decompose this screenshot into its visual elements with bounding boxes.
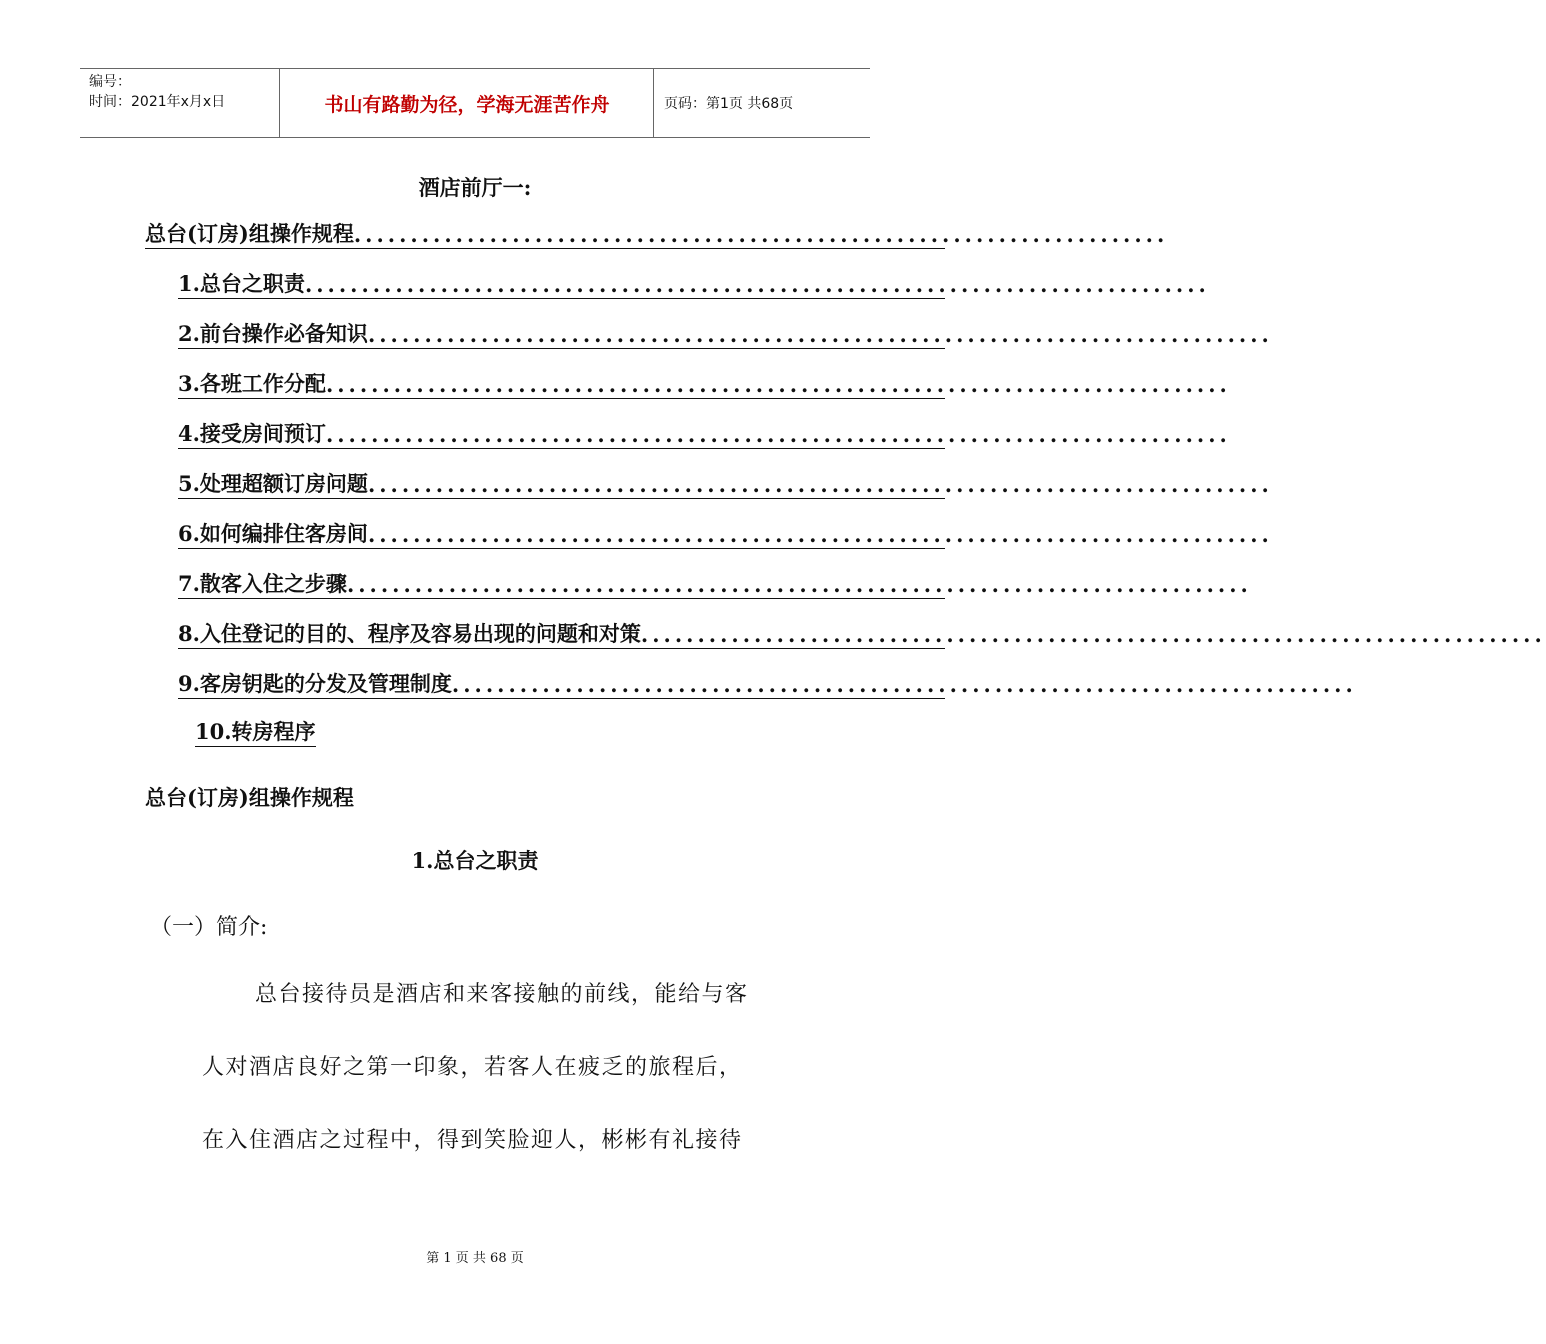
paragraph-line: 在入住酒店之过程中，得到笑脸迎人，彬彬有礼接待 (202, 1128, 743, 1153)
toc-leader-dots: ................................................................................ (304, 272, 1210, 297)
toc-entry-label: 总台(订房)组操作规程 (145, 221, 354, 246)
toc-entry[interactable] (178, 268, 1210, 299)
document-title: 酒店前厅一: (418, 175, 532, 200)
toc-entry-label: 9.客房钥匙的分发及管理制度 (178, 671, 452, 696)
toc-entry[interactable] (178, 418, 1231, 449)
toc-leader-dots: ................................................................................ (367, 322, 1273, 347)
page-footer: 第 1 页 共 68 页 (426, 1251, 524, 1266)
toc-lead-entry[interactable] (145, 218, 1169, 249)
toc-leader-dots: ................................................................................ (367, 522, 1273, 547)
toc-leader-dots: ................................................................................ (451, 672, 1357, 697)
header-meta (80, 69, 280, 137)
toc-entry[interactable] (178, 468, 1273, 499)
paragraph-line: 总台接待员是酒店和来客接触的前线，能给与客 (255, 982, 749, 1007)
toc-entry[interactable] (178, 368, 1231, 399)
header-table (80, 68, 870, 138)
toc-entry-label: 1.总台之职责 (178, 271, 305, 296)
paragraph-line: 人对酒店良好之第一印象，若客人在疲乏的旅程后， (202, 1055, 743, 1080)
toc-leader-dots: ................................................................................ (640, 622, 1546, 647)
toc-leader-dots: ................................................................................ (346, 572, 1252, 597)
toc-entry[interactable] (178, 318, 1273, 349)
toc-entry[interactable] (178, 568, 1252, 599)
toc-leader-dots: ........................................................................ (353, 222, 1169, 247)
header-page-info: 页码：第1页 共68页 (664, 96, 794, 112)
toc-leader-dots: ................................................................................ (367, 472, 1273, 497)
toc-entry[interactable] (178, 618, 1546, 649)
toc-entry[interactable] (178, 668, 1357, 699)
toc-leader-dots: ................................................................................ (325, 372, 1231, 397)
toc-entry-10[interactable]: 10.转房程序 (195, 718, 316, 747)
toc-entry-label: 3.各班工作分配 (178, 371, 326, 396)
toc-entry-label: 2.前台操作必备知识 (178, 321, 368, 346)
time-label: 时间：2021年x月x日 (89, 94, 226, 110)
toc-leader-dots: ................................................................................ (325, 422, 1231, 447)
number-label: 编号： (89, 74, 131, 90)
toc-entry-label: 5.处理超额订房问题 (178, 471, 368, 496)
header-motto: 书山有路勤为径，学海无涯苦作舟 (281, 69, 654, 137)
intro-heading: （一）简介: (150, 915, 268, 940)
toc-entry-label: 6.如何编排住客房间 (178, 521, 368, 546)
subsection-title: 1.总台之职责 (411, 848, 539, 873)
toc-entry-label: 8.入住登记的目的、程序及容易出现的问题和对策 (178, 621, 641, 646)
toc-entry-label: 4.接受房间预订 (178, 421, 326, 446)
toc-entry[interactable] (178, 518, 1273, 549)
toc-entry-label: 7.散客入住之步骤 (178, 571, 347, 596)
section-title: 总台(订房)组操作规程 (145, 785, 354, 810)
